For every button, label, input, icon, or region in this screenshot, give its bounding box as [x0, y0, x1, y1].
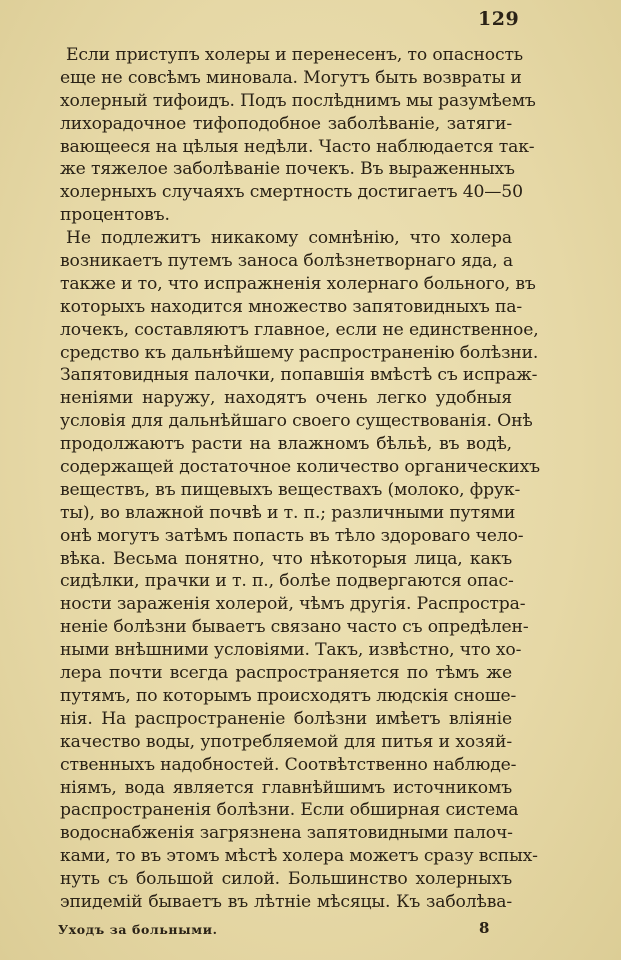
- text-line: неніе болѣзни бываетъ связано часто съ опредѣлен-: [60, 617, 529, 638]
- text-line: средство къ дальнѣйшему распространенію болѣзни.: [60, 342, 539, 363]
- text-line: распространенія болѣзни. Если обширная система: [60, 800, 519, 821]
- text-line: онѣ могутъ затѣмъ попасть въ тѣло здороваго чело-: [60, 525, 524, 546]
- page-number: 129: [478, 8, 520, 30]
- text-line: неніями наружу, находятъ очень легко удобныя: [60, 388, 512, 409]
- paragraph-2: [60, 227, 540, 914]
- text-line: холерныхъ случаяхъ смертность достигаетъ 40—50: [60, 182, 523, 203]
- text-line: процентовъ.: [60, 205, 170, 226]
- text-line: Запятовидныя палочки, попавшія вмѣстѣ съ испраж-: [60, 365, 538, 386]
- text-line: нуть съ большой силой. Большинство холерныхъ: [60, 869, 512, 890]
- text-line: которыхъ находится множество запятовидныхъ па-: [60, 296, 523, 317]
- text-line: водоснабженія загрязнена запятовидными палоч-: [60, 823, 513, 844]
- text-line: ками, то въ этомъ мѣстѣ холера можетъ сразу вспых-: [60, 846, 538, 867]
- text-line: эпидемій бываетъ въ лѣтніе мѣсяцы. Къ заболѣва-: [60, 891, 512, 912]
- text-line: еще не совсѣмъ миновала. Могутъ быть возвраты и: [60, 67, 522, 88]
- text-line: лера почти всегда распространяется по тѣмъ же: [60, 663, 512, 684]
- text-line: также и то, что испражненія холернаго больного, въ: [60, 273, 536, 294]
- body-text: [60, 44, 540, 914]
- text-line: вающееся на цѣлыя недѣли. Часто наблюдается так-: [60, 136, 535, 157]
- text-line: качество воды, употребляемой для питья и хозяй-: [60, 731, 512, 752]
- text-line: же тяжелое заболѣваніе почекъ. Въ выраженныхъ: [60, 159, 515, 180]
- text-line: возникаетъ путемъ заноса болѣзнетворнаго яда, а: [60, 251, 513, 272]
- text-line: ніямъ, вода является главнѣйшимъ источникомъ: [60, 777, 512, 798]
- text-line: ными внѣшними условіями. Такъ, извѣстно, что хо-: [60, 640, 522, 661]
- text-line: путямъ, по которымъ происходятъ людскія сноше-: [60, 685, 517, 706]
- paragraph-1: [60, 44, 536, 227]
- text-line: сидѣлки, прачки и т. п., болѣе подвергаются опас-: [60, 571, 514, 592]
- text-line: содержащей достаточное количество органическихъ: [60, 457, 540, 478]
- text-line: Если приступъ холеры и перенесенъ, то опасность: [66, 45, 524, 65]
- footer-signature: Уходъ за больными.: [58, 922, 218, 937]
- text-line: холерный тифоидъ. Подъ послѣднимъ мы разумѣемъ: [60, 90, 536, 111]
- text-line: лочекъ, составляютъ главное, если не единственное,: [60, 319, 539, 340]
- footer-sheet-number: 8: [479, 919, 490, 937]
- text-line: нія. На распространеніе болѣзни имѣетъ вліяніе: [60, 708, 512, 729]
- text-line: ственныхъ надобностей. Соотвѣтственно наблюде-: [60, 754, 517, 775]
- text-line: ты), во влажной почвѣ и т. п.; различными путями: [60, 502, 516, 523]
- text-line: условія для дальнѣйшаго своего существованія. Онѣ: [60, 411, 533, 432]
- text-line: ности зараженія холерой, чѣмъ другія. Распростра-: [60, 594, 526, 615]
- text-line: продолжаютъ расти на влажномъ бѣльѣ, въ водѣ,: [60, 434, 512, 455]
- text-line: вѣка. Весьма понятно, что нѣкоторыя лица, какъ: [60, 548, 512, 569]
- text-line: Не подлежитъ никакому сомнѣнію, что холера: [66, 228, 512, 249]
- text-line: лихорадочное тифоподобное заболѣваніе, затяги-: [60, 113, 512, 134]
- text-line: веществъ, въ пищевыхъ веществахъ (молоко, фрук-: [60, 479, 521, 500]
